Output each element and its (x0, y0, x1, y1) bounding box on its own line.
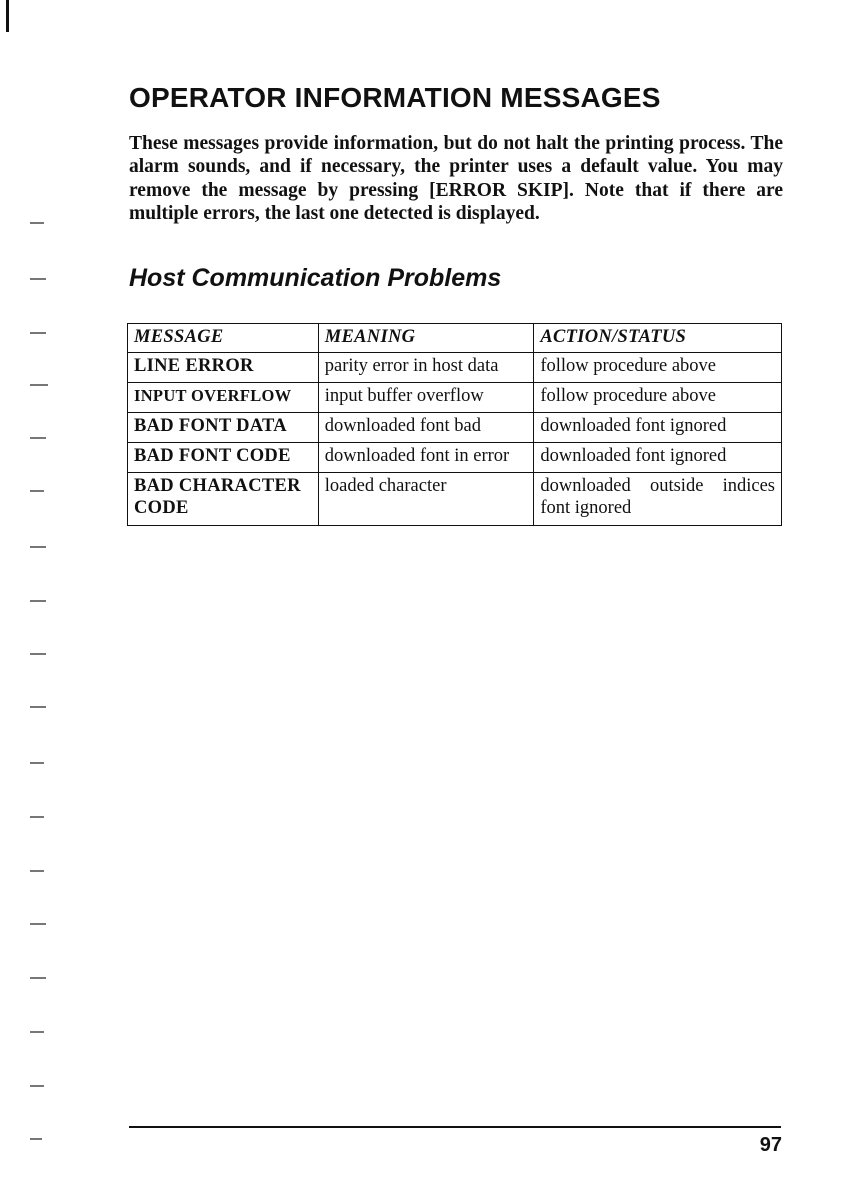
action-cell: downloaded font ignored (534, 413, 782, 443)
section-heading: Host Communication Problems (129, 264, 502, 292)
meaning-cell: loaded character (318, 473, 534, 526)
header-action-status: ACTION/STATUS (534, 324, 782, 353)
table-row (128, 353, 782, 383)
meaning-cell: downloaded font in error (318, 443, 534, 473)
intro-text-part2: . Note that if there are multiple errors, the last one detected is displayed. (129, 179, 784, 224)
intro-paragraph (129, 132, 783, 225)
message-cell: BAD FONT DATA (128, 413, 319, 443)
meaning-cell: parity error in host data (318, 353, 534, 383)
intro-text-part1: These messages provide information, but do not halt the printing process. The alarm sounds, and if necessary, the printer uses a default value. You may remove the message by pressing (129, 133, 783, 201)
action-cell: follow procedure above (534, 353, 782, 383)
action-cell: downloaded font ignored (534, 443, 782, 473)
action-cell: follow procedure above (534, 383, 782, 413)
message-cell: BAD CHARACTER CODE (128, 473, 319, 526)
footer-rule (129, 1126, 781, 1128)
table-header-row (128, 324, 782, 353)
table-row (128, 383, 782, 413)
margin-punch-marks (0, 0, 60, 1198)
action-cell: downloaded outside indices font ignored (534, 473, 782, 526)
header-meaning: MEANING (318, 324, 534, 353)
message-cell: INPUT OVERFLOW (128, 383, 319, 413)
page-heading: OPERATOR INFORMATION MESSAGES (129, 82, 661, 113)
message-cell: BAD FONT CODE (128, 443, 319, 473)
meaning-cell: downloaded font bad (318, 413, 534, 443)
page-number: 97 (759, 1134, 782, 1156)
message-cell: LINE ERROR (128, 353, 319, 383)
table-row (128, 443, 782, 473)
table-row (128, 473, 782, 526)
messages-table (127, 323, 782, 526)
table-row (128, 413, 782, 443)
header-message: MESSAGE (128, 324, 319, 353)
error-skip-key: [ERROR SKIP] (429, 179, 570, 201)
meaning-cell: input buffer overflow (318, 383, 534, 413)
